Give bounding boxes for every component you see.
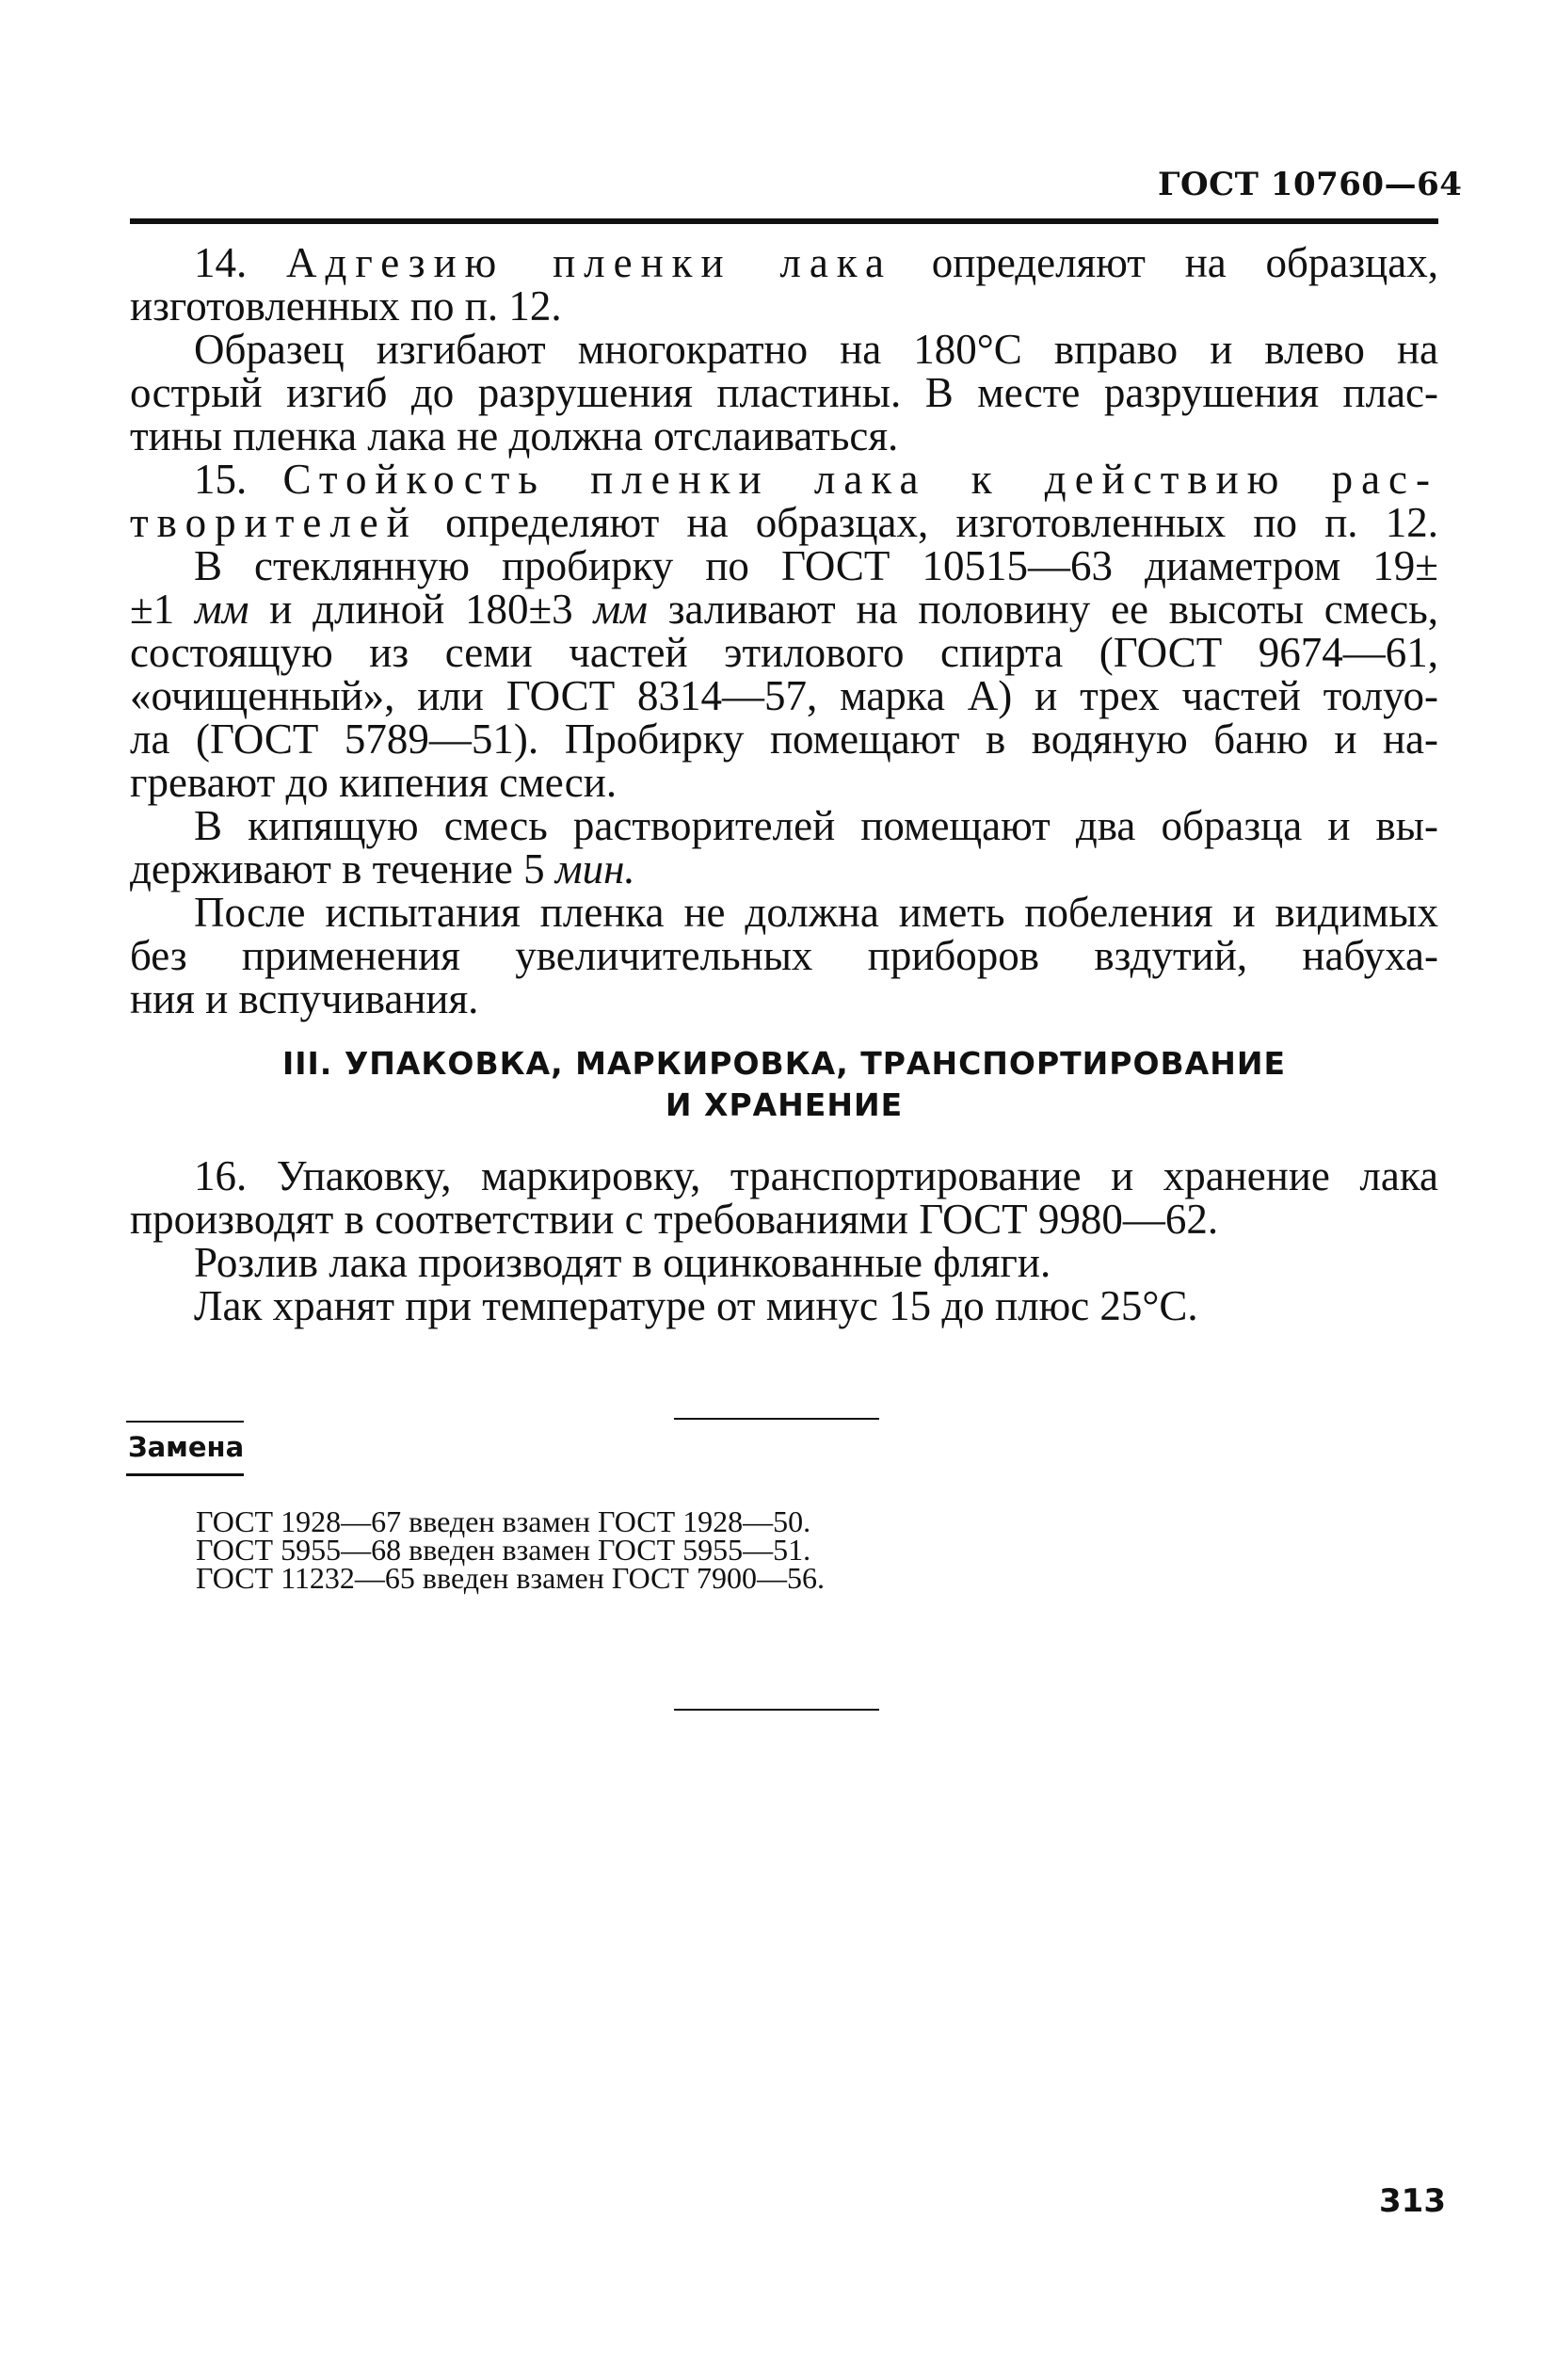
replacement-rule-top bbox=[126, 1421, 244, 1423]
after-line-3: ния и вспучивания. bbox=[130, 975, 479, 1022]
replacement-row: ГОСТ 5955—68 введен взамен ГОСТ 5955—51. bbox=[196, 1533, 811, 1567]
replacement-rule-bottom bbox=[126, 1473, 244, 1476]
item-15-term: Стойкость пленки лака к действию рас- bbox=[282, 456, 1439, 503]
item-14-line-2: изготовленных по п. 12. bbox=[130, 282, 562, 330]
after-line-1: После испытания пленка не должна иметь побеления и видимых bbox=[194, 889, 1438, 936]
item-15-line-2: творителей определяют на образцах, изготовленных по п. 12. bbox=[130, 499, 1439, 546]
replacement-list bbox=[196, 1504, 825, 1595]
replacement-heading: Замена bbox=[128, 1431, 245, 1463]
tube-line-3: состоящую из семи частей этилового спирта (ГОСТ 9674—61, bbox=[130, 629, 1438, 676]
packing-line-2: производят в соответствии с требованиями ГОСТ 9980—62. bbox=[130, 1196, 1219, 1243]
item-14-paragraph bbox=[130, 241, 1438, 328]
bend-line-2: острый изгиб до разрушения пластины. В месте разрушения плас- bbox=[130, 369, 1438, 416]
packing-line-3: Розлив лака производят в оцинкованные фляги. bbox=[194, 1239, 1051, 1286]
item-14-term: Адгезию пленки лака bbox=[286, 239, 892, 286]
divider-rule bbox=[674, 1709, 879, 1711]
section-heading-line-2: И ХРАНЕНИЕ bbox=[665, 1086, 904, 1123]
bend-line-1: Образец изгибают многократно на 180°С вправо и влево на bbox=[194, 326, 1438, 373]
boil-line-2: держивают в течение 5 мин. bbox=[130, 845, 635, 892]
filling-paragraph bbox=[130, 1241, 1438, 1284]
section-heading-line-1: III. УПАКОВКА, МАРКИРОВКА, ТРАНСПОРТИРОВАНИЕ bbox=[281, 1045, 1287, 1082]
tube-line-6: гревают до кипения смеси. bbox=[130, 759, 618, 806]
item-15-line-1: 15. Стойкость пленки лака к действию рас- bbox=[194, 456, 1439, 503]
divider-rule bbox=[674, 1418, 879, 1420]
test-tube-paragraph bbox=[130, 544, 1438, 804]
unit-min: мин. bbox=[554, 845, 635, 892]
test-methods-text bbox=[130, 241, 1438, 1021]
unit-mm: мм bbox=[195, 586, 249, 633]
packing-text bbox=[130, 1154, 1438, 1327]
section-heading bbox=[130, 1043, 1438, 1126]
bend-line-3: тины пленка лака не должна отслаиваться. bbox=[130, 412, 899, 459]
standard-number-header: ГОСТ 10760—64 bbox=[1158, 166, 1463, 203]
page-number: 313 bbox=[1379, 2182, 1446, 2220]
replacement-row: ГОСТ 1928—67 введен взамен ГОСТ 1928—50. bbox=[196, 1504, 811, 1538]
packing-line-1: 16. Упаковку, маркировку, транспортирование и хранение лака bbox=[194, 1152, 1438, 1199]
item-14-line-1: 14. Адгезию пленки лака определяют на образцах, bbox=[194, 239, 1438, 286]
tube-line-5: ла (ГОСТ 5789—51). Пробирку помещают в водяную баню и на- bbox=[130, 716, 1438, 763]
replacement-row: ГОСТ 11232—65 введен взамен ГОСТ 7900—56. bbox=[196, 1561, 825, 1595]
item-16-paragraph bbox=[130, 1154, 1438, 1241]
after-line-2: без применения увеличительных приборов вздутий, набуха- bbox=[130, 932, 1438, 979]
tube-line-4: «очищенный», или ГОСТ 8314—57, марка А) и трех частей толуо- bbox=[130, 672, 1438, 719]
header-rule bbox=[130, 218, 1438, 224]
after-test-paragraph bbox=[130, 891, 1438, 1021]
packing-line-4: Лак хранят при температуре от минус 15 до плюс 25°С. bbox=[194, 1282, 1198, 1329]
item-15-term-continued: творителей bbox=[130, 499, 418, 546]
boiling-paragraph bbox=[130, 804, 1438, 891]
storage-paragraph bbox=[130, 1284, 1438, 1327]
tube-line-2: ±1 мм и длиной 180±3 мм заливают на половину ее высоты смесь, bbox=[130, 586, 1439, 633]
item-15-paragraph bbox=[130, 458, 1438, 544]
unit-mm: мм bbox=[593, 586, 648, 633]
boil-line-1: В кипящую смесь растворителей помещают два образца и вы- bbox=[194, 802, 1438, 849]
bend-test-paragraph bbox=[130, 328, 1438, 458]
tube-line-1: В стеклянную пробирку по ГОСТ 10515—63 диаметром 19± bbox=[194, 542, 1438, 589]
